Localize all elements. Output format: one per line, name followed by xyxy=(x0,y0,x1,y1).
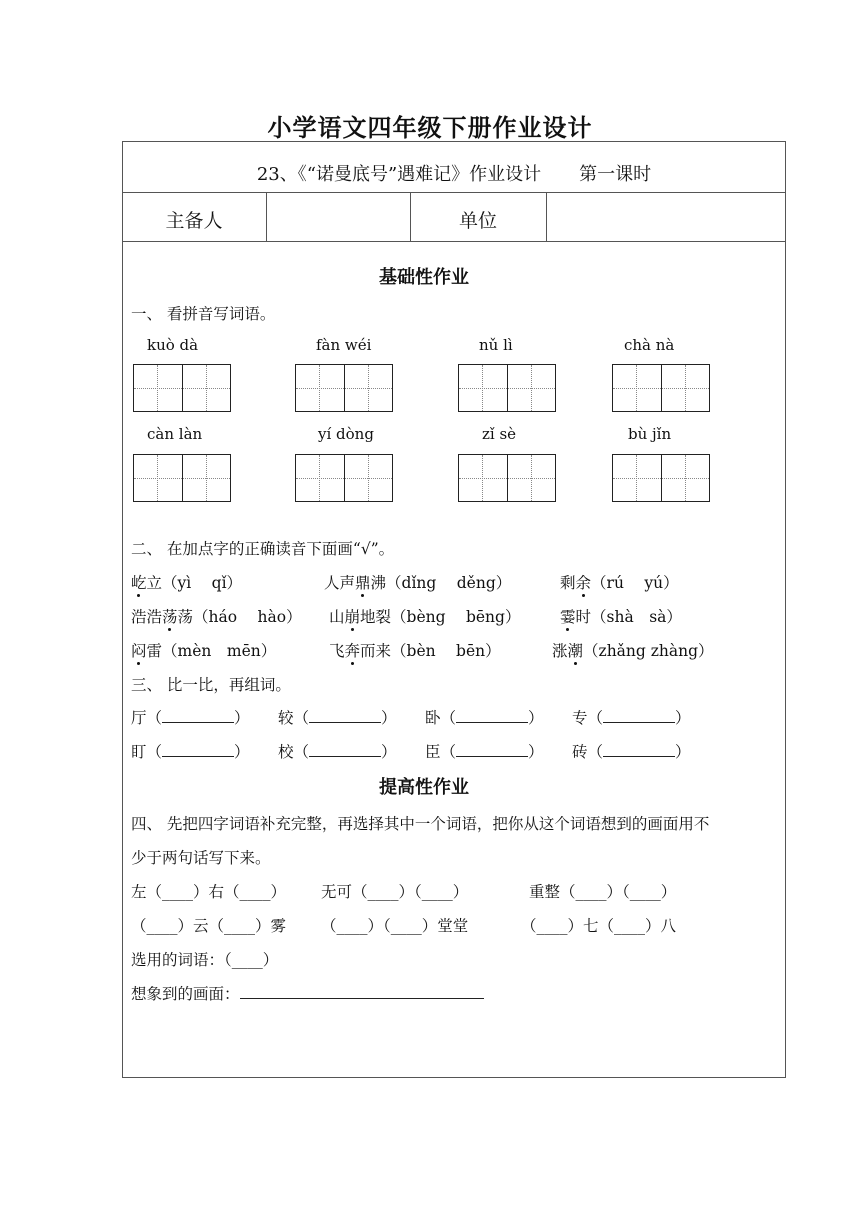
unit-label: 单位 xyxy=(458,210,497,232)
divider xyxy=(122,192,786,193)
word-item[interactable]: 臣（ ） xyxy=(425,743,544,761)
writing-grid[interactable] xyxy=(458,364,556,412)
page-title: 小学语文四年级下册作业设计 xyxy=(267,114,593,142)
word-item[interactable]: 砖（ ） xyxy=(572,743,691,761)
pinyin-label: zǐ sè xyxy=(482,425,517,443)
q1-title: 一、 看拼音写词语。 xyxy=(131,305,276,323)
writing-grid[interactable] xyxy=(612,454,710,502)
word-item[interactable]: 较（ ） xyxy=(278,709,397,727)
reading-item: 飞奔而来（bèn bēn） xyxy=(329,642,501,660)
q3-title: 三、 比一比，再组词。 xyxy=(131,676,291,694)
word-item[interactable]: 专（ ） xyxy=(572,709,691,727)
word-item[interactable]: 卧（ ） xyxy=(425,709,544,727)
reading-item: 霎时（shà sà） xyxy=(560,608,682,626)
writing-grid[interactable] xyxy=(612,364,710,412)
q4-title-cont: 少于两句话写下来。 xyxy=(131,849,271,867)
word-item[interactable]: 厅（ ） xyxy=(131,709,250,727)
pinyin-label: chà nà xyxy=(624,336,675,354)
reading-item: 剩余（rú yú） xyxy=(560,574,679,592)
idiom-item[interactable]: （____）七（____）八 xyxy=(521,917,677,935)
lesson-period: 第一课时 xyxy=(579,164,652,185)
idiom-item[interactable]: 左（____）右（____） xyxy=(131,883,287,901)
divider xyxy=(122,241,786,242)
divider xyxy=(546,192,547,241)
q2-title: 二、 在加点字的正确读音下面画“√”。 xyxy=(131,540,395,558)
divider xyxy=(266,192,267,241)
advanced-heading: 提高性作业 xyxy=(379,777,469,798)
writing-grid[interactable] xyxy=(133,454,231,502)
pinyin-label: fàn wéi xyxy=(316,336,372,354)
reading-item: 浩浩荡荡（háo hào） xyxy=(131,608,302,626)
idiom-item[interactable]: 重整（____）（____） xyxy=(529,883,677,901)
pinyin-label: bù jǐn xyxy=(628,425,672,443)
basic-heading: 基础性作业 xyxy=(379,267,469,288)
reading-item: 涨潮（zhǎng zhàng） xyxy=(552,642,714,660)
reading-item: 人声鼎沸（dǐng děng） xyxy=(324,574,512,592)
pinyin-label: càn làn xyxy=(147,425,203,443)
writing-grid[interactable] xyxy=(133,364,231,412)
pinyin-label: kuò dà xyxy=(147,336,199,354)
idiom-item[interactable]: （____）云（____）雾 xyxy=(131,917,287,935)
reading-item: 山崩地裂（bèng bēng） xyxy=(329,608,521,626)
pinyin-label: yí dòng xyxy=(318,425,374,443)
preparer-label: 主备人 xyxy=(165,210,223,232)
word-item[interactable]: 校（ ） xyxy=(278,743,397,761)
reading-item: 闷雷（mèn mēn） xyxy=(131,642,277,660)
lesson-title: 23、《“诺曼底号”遇难记》作业设计 xyxy=(256,164,542,185)
pinyin-label: nǔ lì xyxy=(479,336,513,354)
q4-title: 四、 先把四字词语补充完整，再选择其中一个词语，把你从这个词语想到的画面用不 xyxy=(131,815,710,833)
idiom-item[interactable]: （____）（____）堂堂 xyxy=(321,917,469,935)
writing-grid[interactable] xyxy=(458,454,556,502)
chosen-word-field[interactable]: 选用的词语：（____） xyxy=(131,951,279,969)
reading-item: 屹立（yì qǐ） xyxy=(131,574,243,592)
imagined-scene-field[interactable]: 想象到的画面： xyxy=(131,982,484,1004)
lesson-header xyxy=(122,160,786,186)
word-item[interactable]: 盯（ ） xyxy=(131,743,250,761)
writing-grid[interactable] xyxy=(295,364,393,412)
idiom-item[interactable]: 无可（____）（____） xyxy=(321,883,469,901)
writing-grid[interactable] xyxy=(295,454,393,502)
